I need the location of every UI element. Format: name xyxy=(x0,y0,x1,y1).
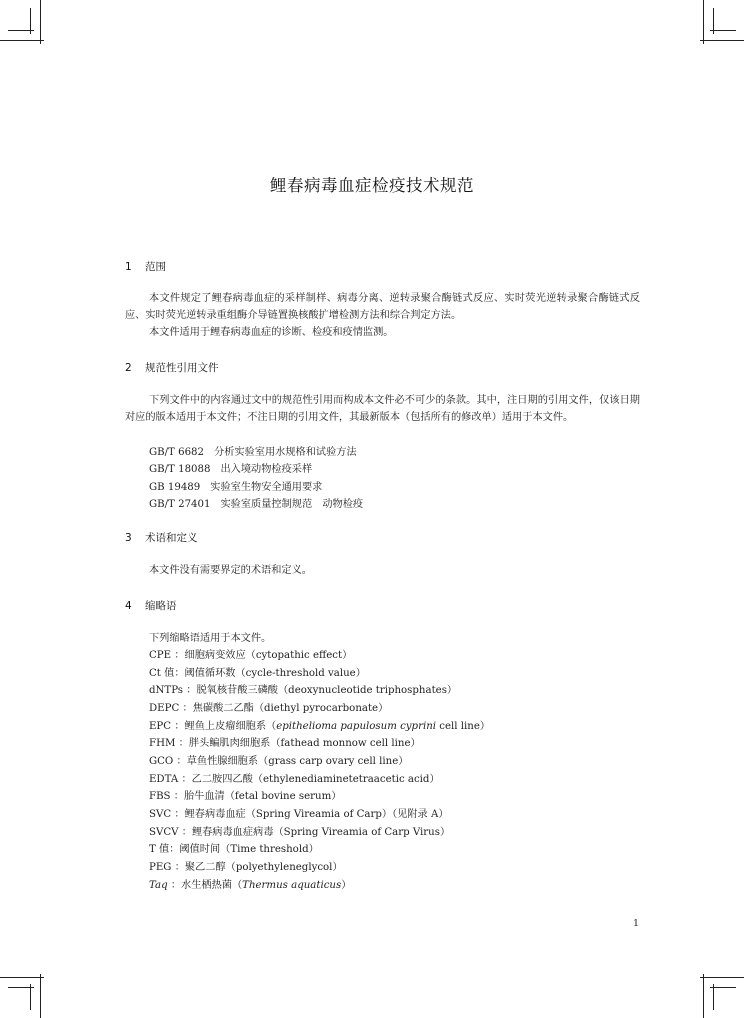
abbr-en: diethyl pyrocarbonate xyxy=(264,702,379,714)
abbr-zh: 草鱼性腺细胞系 xyxy=(186,755,259,767)
abbr-en: grass carp ovary cell line xyxy=(268,755,399,767)
reference-code: GB 19489 xyxy=(149,481,201,493)
abbreviation-item: Taq ：水生栖热菌（Thermus aquaticus） xyxy=(149,879,352,891)
abbreviation-item: PEG ：聚乙二醇（polyethyleneglycol） xyxy=(149,861,343,873)
abbr-term: T 值 xyxy=(149,844,170,856)
section-title: 范围 xyxy=(145,261,166,273)
abbr-en-italic: Thermus aquaticus xyxy=(242,879,342,891)
abbr-en: cycle-threshold value xyxy=(245,667,356,679)
abbr-sep: ： xyxy=(169,844,180,856)
abbr-term: SVCV xyxy=(149,826,179,838)
abbr-zh: 鲤春病毒血症病毒 xyxy=(191,826,274,838)
reference-title: 实验室质量控制规范 动物检疫 xyxy=(220,498,364,510)
abbr-term: Ct 值 xyxy=(149,667,175,679)
reference-code: GB/T 6682 xyxy=(149,447,205,458)
section-number: 2 xyxy=(125,362,132,374)
abbr-note: （见附录 A） xyxy=(392,808,449,820)
abbr-sep: ： xyxy=(174,667,185,679)
abbreviations-intro: 下列缩略语适用于本文件。 xyxy=(149,633,272,644)
abbr-en: polyethyleneglycol xyxy=(235,861,333,873)
abbr-zh: 聚乙二醇 xyxy=(184,861,226,873)
reference-title: 实验室生物安全通用要求 xyxy=(210,481,323,493)
abbr-sep: ： xyxy=(181,826,192,838)
abbr-en: cytopathic effect xyxy=(255,650,343,661)
abbr-term: DEPC xyxy=(149,702,180,714)
section-number: 3 xyxy=(125,532,132,544)
abbr-sep: ： xyxy=(186,685,197,697)
section-1-paragraph-1: 本文件规定了鲤春病毒血症的采样制样、病毒分离、逆转录聚合酶链式反应、实时荧光逆转录聚合酶链式反应、实时荧光逆转录重组酶介导链置换核酸扩增检测方法和综合判定方法。 xyxy=(125,293,640,321)
abbr-sep: ： xyxy=(178,738,189,750)
section-3-heading xyxy=(125,530,198,545)
abbr-en-italic: epithelioma papulosum cyprini xyxy=(276,720,437,732)
abbr-sep: ： xyxy=(174,861,185,873)
abbreviation-item: SVC ：鲤春病毒血症（Spring Vireamia of Carp）（见附录 A） xyxy=(149,808,449,820)
abbr-en: cell line xyxy=(436,720,480,732)
document-title: 鲤春病毒血症检疫技术规范 xyxy=(270,176,474,195)
abbr-zh: 胖头鳊肌肉细胞系 xyxy=(188,738,271,750)
section-3-paragraph-1: 本文件没有需要界定的术语和定义。 xyxy=(149,565,312,576)
section-title: 缩略语 xyxy=(145,600,177,612)
abbr-term: FBS xyxy=(149,791,171,803)
abbr-en: Spring Vireamia of Carp xyxy=(255,808,382,820)
abbr-term: FHM xyxy=(149,738,176,750)
section-2-heading xyxy=(125,360,219,375)
abbr-sep: ： xyxy=(173,791,184,803)
reference-item xyxy=(149,444,363,461)
abbr-sep: ： xyxy=(174,650,185,661)
page-number: 1 xyxy=(633,918,640,929)
abbreviation-item: EDTA ：乙二胺四乙酸（ethylenediaminetetraacetic acid） xyxy=(149,773,440,785)
reference-item xyxy=(149,479,363,496)
abbr-zh: 鲤鱼上皮瘤细胞系 xyxy=(184,720,267,732)
abbreviation-item: DEPC ：焦碳酸二乙酯（diethyl pyrocarbonate） xyxy=(149,702,389,714)
reference-title: 分析实验室用水规格和试验方法 xyxy=(214,447,357,458)
abbr-zh: 鲤春病毒血症 xyxy=(184,808,246,820)
section-1-paragraph-2: 本文件适用于鲤春病毒血症的诊断、检疫和疫情监测。 xyxy=(149,327,394,338)
abbreviation-item: FBS ：胎牛血清（fetal bovine serum） xyxy=(149,791,342,803)
reference-code: GB/T 27401 xyxy=(149,498,211,510)
abbr-sep: ： xyxy=(176,755,187,767)
abbr-term: CPE xyxy=(149,650,172,661)
abbr-en: ethylenediaminetetraacetic acid xyxy=(262,773,430,785)
abbr-term: EPC xyxy=(149,720,172,732)
normative-reference-list xyxy=(149,444,363,513)
abbr-en: fathead monnow cell line xyxy=(280,738,411,750)
abbr-zh: 胎牛血清 xyxy=(183,791,225,803)
section-title: 术语和定义 xyxy=(145,532,198,544)
abbreviation-item: Ct 值：阈值循环数（cycle-threshold value） xyxy=(149,667,366,679)
abbr-zh: 乙二胺四乙酸 xyxy=(191,773,253,785)
abbreviation-item: FHM ：胖头鳊肌肉细胞系（fathead monnow cell line） xyxy=(149,738,421,750)
abbr-en: Time threshold xyxy=(230,844,309,856)
abbr-term: Taq xyxy=(149,879,168,891)
abbr-zh: 脱氧核苷酸三磷酸 xyxy=(196,685,278,697)
abbr-sep: ： xyxy=(174,720,185,732)
abbreviation-item: dNTPs ：脱氧核苷酸三磷酸（deoxynucleotide triphosphates） xyxy=(149,685,458,697)
abbreviation-item: CPE ：细胞病变效应（cytopathic effect） xyxy=(149,650,353,661)
abbreviation-item: SVCV ：鲤春病毒血症病毒（Spring Vireamia of Carp Virus） xyxy=(149,826,451,838)
abbreviation-list xyxy=(149,647,490,894)
abbr-term: SVC xyxy=(149,808,172,820)
abbr-en: Spring Vireamia of Carp Virus xyxy=(283,826,440,838)
section-number: 4 xyxy=(125,600,132,612)
abbreviation-item: GCO ：草鱼性腺细胞系（grass carp ovary cell line） xyxy=(149,755,409,767)
abbr-zh: 焦碳酸二乙酯 xyxy=(192,702,254,714)
reference-title: 出入境动物检疫采样 xyxy=(220,464,313,476)
abbr-sep: ： xyxy=(182,702,193,714)
abbr-term: PEG xyxy=(149,861,172,873)
reference-item xyxy=(149,496,363,513)
abbr-en: deoxynucleotide triphosphates xyxy=(288,685,447,697)
abbreviation-item: T 值：阈值时间（Time threshold） xyxy=(149,844,319,856)
abbr-zh: 水生栖热菌 xyxy=(181,879,232,891)
abbr-term: dNTPs xyxy=(149,685,184,697)
section-number: 1 xyxy=(125,261,132,273)
section-title: 规范性引用文件 xyxy=(145,362,219,374)
abbr-zh: 细胞病变效应 xyxy=(184,650,246,661)
reference-code: GB/T 18088 xyxy=(149,464,211,476)
abbr-term: EDTA xyxy=(149,773,179,785)
abbreviation-item: EPC ：鲤鱼上皮瘤细胞系（epithelioma papulosum cyprini cell line） xyxy=(149,720,491,732)
abbr-sep: ： xyxy=(181,773,192,785)
abbr-en: fetal bovine serum xyxy=(234,791,332,803)
abbr-zh: 阈值循环数 xyxy=(184,667,236,679)
section-2-paragraph-1: 下列文件中的内容通过文中的规范性引用而构成本文件必不可少的条款。其中，注日期的引用文件，仅该日期对应的版本适用于本文件；不注日期的引用文件，其最新版本（包括所有的修改单）适用于本文件。 xyxy=(125,395,640,423)
abbr-term: GCO xyxy=(149,755,174,767)
section-1-heading xyxy=(125,259,166,274)
abbr-sep: ： xyxy=(170,879,182,891)
reference-item xyxy=(149,461,363,478)
section-4-heading xyxy=(125,598,177,613)
abbr-zh: 阈值时间 xyxy=(179,844,221,856)
abbr-sep: ： xyxy=(174,808,185,820)
